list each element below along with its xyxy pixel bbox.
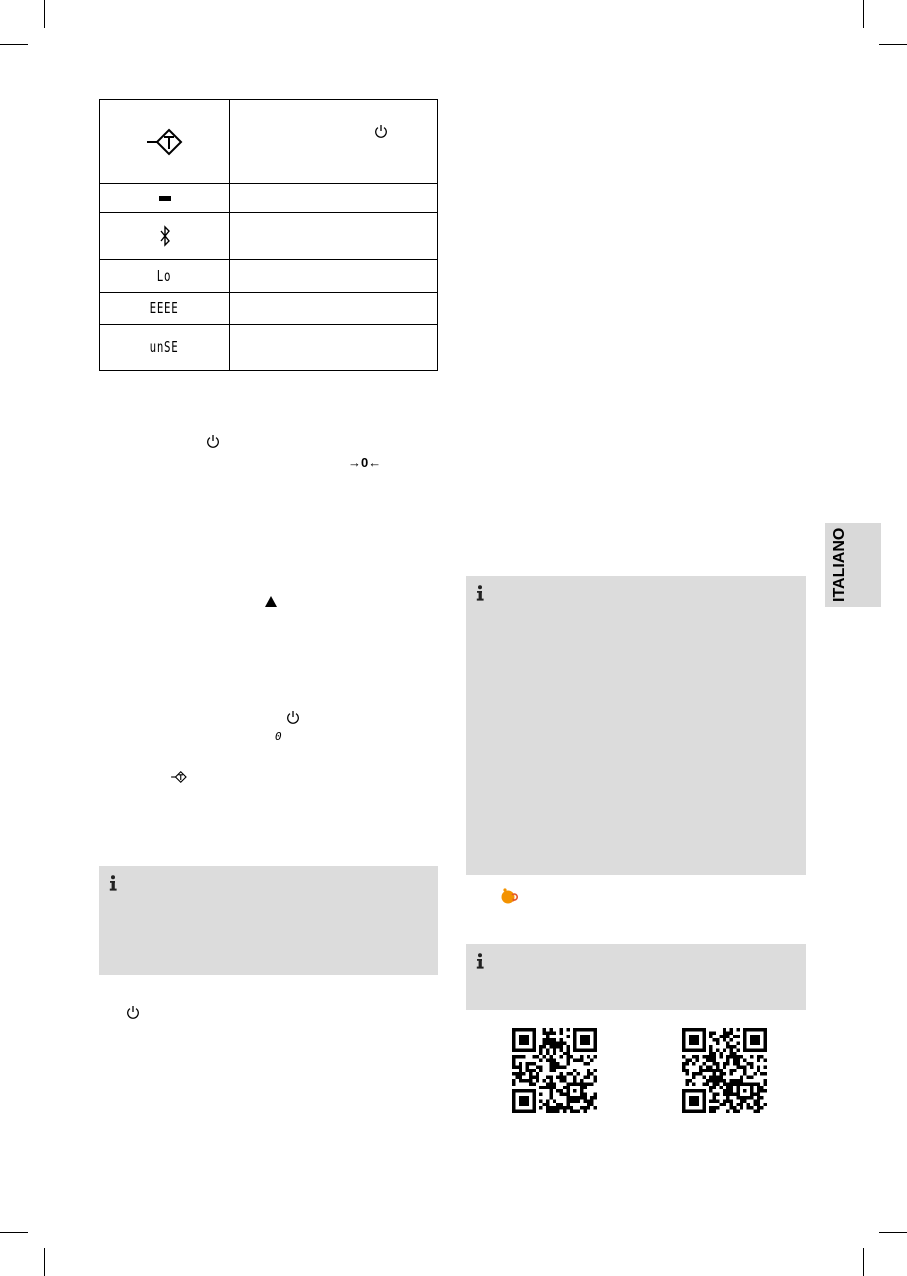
- table-description-cell: [230, 100, 437, 183]
- display-code-unse: unSE: [150, 338, 179, 356]
- table-row: [100, 100, 437, 184]
- minus-bar-icon: [159, 196, 171, 201]
- info-icon: [108, 875, 118, 891]
- segment-digit: 0: [275, 730, 282, 743]
- crop-mark-bottom-left-h: [0, 1232, 28, 1233]
- qr-modules: [512, 1028, 597, 1113]
- table-row: [100, 213, 437, 260]
- table-row: [100, 184, 437, 213]
- crop-mark-top-right-h: [879, 44, 907, 45]
- language-tab[interactable]: [825, 523, 881, 607]
- tare-icon: [170, 770, 188, 784]
- crop-mark-bottom-left-v: [44, 1248, 45, 1276]
- display-code-lo: Lo: [157, 266, 172, 285]
- triangle-up-icon: [265, 596, 277, 607]
- display-code-error: EEEE: [150, 299, 179, 317]
- table-icon-cell: [100, 260, 230, 292]
- table-icon-cell: [100, 100, 230, 183]
- note-box: [466, 576, 806, 875]
- table-row: [100, 260, 437, 293]
- table-icon-cell: [100, 325, 230, 370]
- table-description-cell: [230, 325, 437, 370]
- crop-mark-top-left-v: [44, 0, 45, 28]
- table-icon-cell: [100, 184, 230, 212]
- table-row: [100, 293, 437, 325]
- tare-icon: [145, 126, 185, 158]
- crop-mark-top-right-v: [863, 0, 864, 28]
- table-icon-cell: [100, 293, 230, 324]
- bluetooth-icon: [159, 224, 171, 248]
- power-icon: [206, 434, 220, 448]
- crop-mark-bottom-right-h: [879, 1232, 907, 1233]
- power-icon: [126, 1005, 140, 1019]
- table-description-cell: [230, 213, 437, 259]
- table-icon-cell: [100, 213, 230, 259]
- zero-indicator: →0←: [348, 455, 382, 470]
- crop-mark-top-left-h: [0, 44, 28, 45]
- power-icon: [286, 710, 300, 724]
- qr-code[interactable]: [682, 1028, 767, 1113]
- note-box: [99, 866, 438, 975]
- power-icon: [374, 124, 388, 138]
- language-tab-label: ITALIANO: [831, 527, 848, 603]
- note-box: [466, 944, 806, 1010]
- crop-mark-bottom-right-v: [863, 1248, 864, 1276]
- qr-modules: [682, 1028, 767, 1113]
- qr-code[interactable]: [512, 1028, 597, 1113]
- table-row: [100, 325, 437, 370]
- table-description-cell: [230, 260, 437, 292]
- table-description-cell: [230, 293, 437, 324]
- symbol-table: [99, 99, 438, 371]
- table-description-cell: [230, 184, 437, 212]
- info-icon: [475, 585, 485, 601]
- info-icon: [475, 953, 485, 969]
- app-icon: [500, 887, 520, 905]
